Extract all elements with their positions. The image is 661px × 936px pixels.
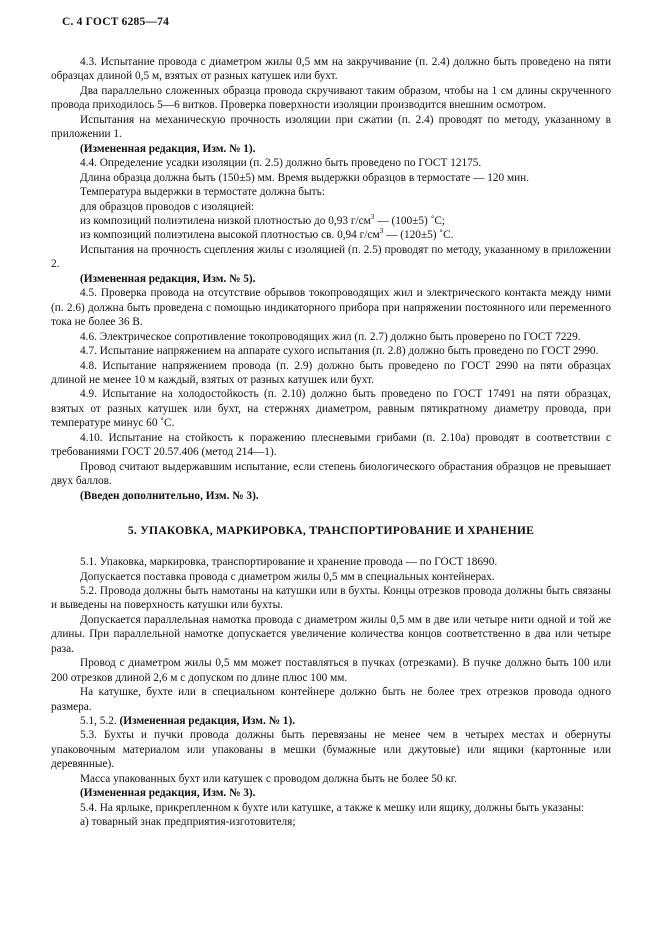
amendment-note-3a bbox=[51, 489, 611, 503]
running-head: С. 4 ГОСТ 6285—74 bbox=[62, 16, 170, 28]
paragraph-4-4-a: 4.4. Определение усадки изоляции (п. 2.5) должно быть проведено по ГОСТ 12175. bbox=[80, 157, 482, 170]
paragraph-5-3-b: Масса упакованных бухт или катушек с проводом должна быть не более 50 кг. bbox=[80, 772, 457, 785]
paragraph-4-10: 4.10. Испытание на стойкость к поражению плесневыми грибами (п. 2.10а) проводят в соответствии с требованиями ГОСТ 20.57.406 (метод 214—1). bbox=[51, 431, 611, 459]
paragraph-4-4-b: Длина образца должна быть (150±5) мм. Время выдержки образцов в термостате — 120 мин. bbox=[80, 171, 530, 184]
paragraph-4-3-a: 4.3. Испытание провода с диаметром жилы 0,5 мм на закручивание (п. 2.4) должно быть проведено на пяти образцах длиной 0,5 м, взятых от разных катушек или бухт. bbox=[51, 56, 611, 83]
amendment-note-5-text: (Измененная редакция, Изм. № 5). bbox=[80, 272, 256, 285]
paragraph-4-4-g: Испытания на прочность сцепления жилы с изоляцией (п. 2.5) проводят по методу, указанному в приложении 2. bbox=[51, 243, 611, 271]
hd-text-before: из композиций полиэтилена высокой плотностью св. 0,94 г/см bbox=[80, 229, 380, 242]
ld-text-after: — (100±5) ˚С; bbox=[374, 214, 446, 227]
paragraph-5-2-b: Допускается параллельная намотка провода с диаметром жилы 0,5 мм в две или четыре нити одной и той же длины. При параллельной намотке допускается увеличение количества концов соответственно в два или четыре раза. bbox=[51, 613, 611, 655]
paragraph-5-2-a: 5.2. Провода должны быть намотаны на катушки или в бухты. Концы отрезков провода должны быть связаны и выведены на поверхность катушки или бухты. bbox=[51, 584, 611, 612]
amendment-note-1a bbox=[51, 142, 611, 156]
paragraph-4-6: 4.6. Электрическое сопротивление токопроводящих жил (п. 2.7) должно быть проверено по ГОСТ 7229. bbox=[80, 330, 581, 343]
paragraph-4-3-b: Два параллельно сложенных образца провода скручивают таким образом, чтобы на 1 см длины скрученного провода приходилось 5—6 витков. Проверка поверхности изоляции производится внешним осмотром. bbox=[51, 84, 611, 112]
paragraph-4-7: 4.7. Испытание напряжением на аппарате сухого испытания (п. 2.8) должно быть проведено по ГОСТ 2990. bbox=[80, 345, 599, 358]
paragraph-5-4: 5.4. На ярлыке, прикрепленном к бухте или катушке, а также к мешку или ящику, должны быть указаны: bbox=[80, 801, 585, 814]
paragraph-4-8: 4.8. Испытание напряжением провода (п. 2.9) должно быть проведено по ГОСТ 2990 на пяти образцах длиной не менее 10 м каждый, взятых от разных катушек или бухт. bbox=[51, 359, 611, 386]
paragraph-4-4-f-high-density bbox=[51, 228, 611, 242]
hd-text-after: — (120±5) ˚С. bbox=[383, 229, 454, 242]
amendment-note-1a-text: (Измененная редакция, Изм. № 1). bbox=[80, 142, 256, 155]
amendment-note-3b bbox=[51, 786, 611, 800]
paragraph-4-9: 4.9. Испытание на холодостойкость (п. 2.10) должно быть проведено по ГОСТ 17491 на пяти образцах, взятых от разных катушек или бухт, на стержнях диаметром, равным пятикратному диаметру провода, при температуре минус 60 ˚С. bbox=[51, 388, 611, 430]
amendment-note-5 bbox=[51, 272, 611, 286]
paragraph-5-3-a: 5.3. Бухты и пучки провода должны быть перевязаны не менее чем в четырех местах и обернуты упаковочным материалом или упакованы в мешки (бумажные или джутовые) или ящики (картонные или деревянные). bbox=[51, 729, 611, 771]
ld-cubic-exponent: 3 bbox=[370, 212, 375, 222]
body-text-column bbox=[51, 55, 611, 830]
paragraph-4-10-b: Провод считают выдержавшим испытание, если степень биологического обрастания образцов не превышает двух баллов. bbox=[51, 460, 611, 488]
amendment-clause-reference: 5.1, 5.2. bbox=[80, 715, 120, 728]
amendment-note-3a-text: (Введен дополнительно, Изм. № 3). bbox=[80, 489, 259, 502]
paragraph-5-1-b: Допускается поставка провода с диаметром жилы 0,5 мм в специальных контейнерах. bbox=[80, 570, 495, 583]
list-item-a: а) товарный знак предприятия-изготовителя; bbox=[80, 816, 296, 829]
amendment-note-3b-text: (Измененная редакция, Изм. № 3). bbox=[80, 787, 256, 800]
paragraph-4-4-c: Температура выдержки в термостате должна быть: bbox=[80, 186, 325, 199]
section-5-heading: 5. УПАКОВКА, МАРКИРОВКА, ТРАНСПОРТИРОВАНИЕ И ХРАНЕНИЕ bbox=[127, 524, 535, 538]
paragraph-4-3-c: Испытания на механическую прочность изоляции при сжатии (п. 2.4) проводят по методу, указанному в приложении 1. bbox=[51, 113, 611, 141]
amendment-note-1b bbox=[51, 714, 611, 728]
paragraph-5-2-c: Провод с диаметром жилы 0,5 мм может поставляться в пучках (отрезками). В пучке должно быть 100 или 200 отрезков длиной 2,6 м с допуском по длине плюс 100 мм. bbox=[51, 657, 611, 684]
amendment-note-1b-text: (Измененная редакция, Изм. № 1). bbox=[119, 715, 296, 728]
paragraph-4-5: 4.5. Проверка провода на отсутствие обрывов токопроводящих жил и электрического контакта между ними (п. 2.6) должна быть проведена с помощью индикаторного прибора при напряжении постоянного или переменного тока не более 36 В. bbox=[51, 287, 611, 329]
paragraph-4-4-e-low-density bbox=[51, 214, 611, 228]
hd-cubic-exponent: 3 bbox=[379, 226, 384, 236]
paragraph-5-2-d: На катушке, бухте или в специальном контейнере должно быть не более трех отрезков провода одного размера. bbox=[51, 686, 611, 713]
ld-text-before: из композиций полиэтилена низкой плотностью до 0,93 г/см bbox=[80, 214, 371, 227]
paragraph-4-4-d: для образцов проводов с изоляцией: bbox=[80, 200, 255, 213]
paragraph-5-1-a: 5.1. Упаковка, маркировка, транспортирование и хранение провода — по ГОСТ 18690. bbox=[80, 556, 498, 569]
